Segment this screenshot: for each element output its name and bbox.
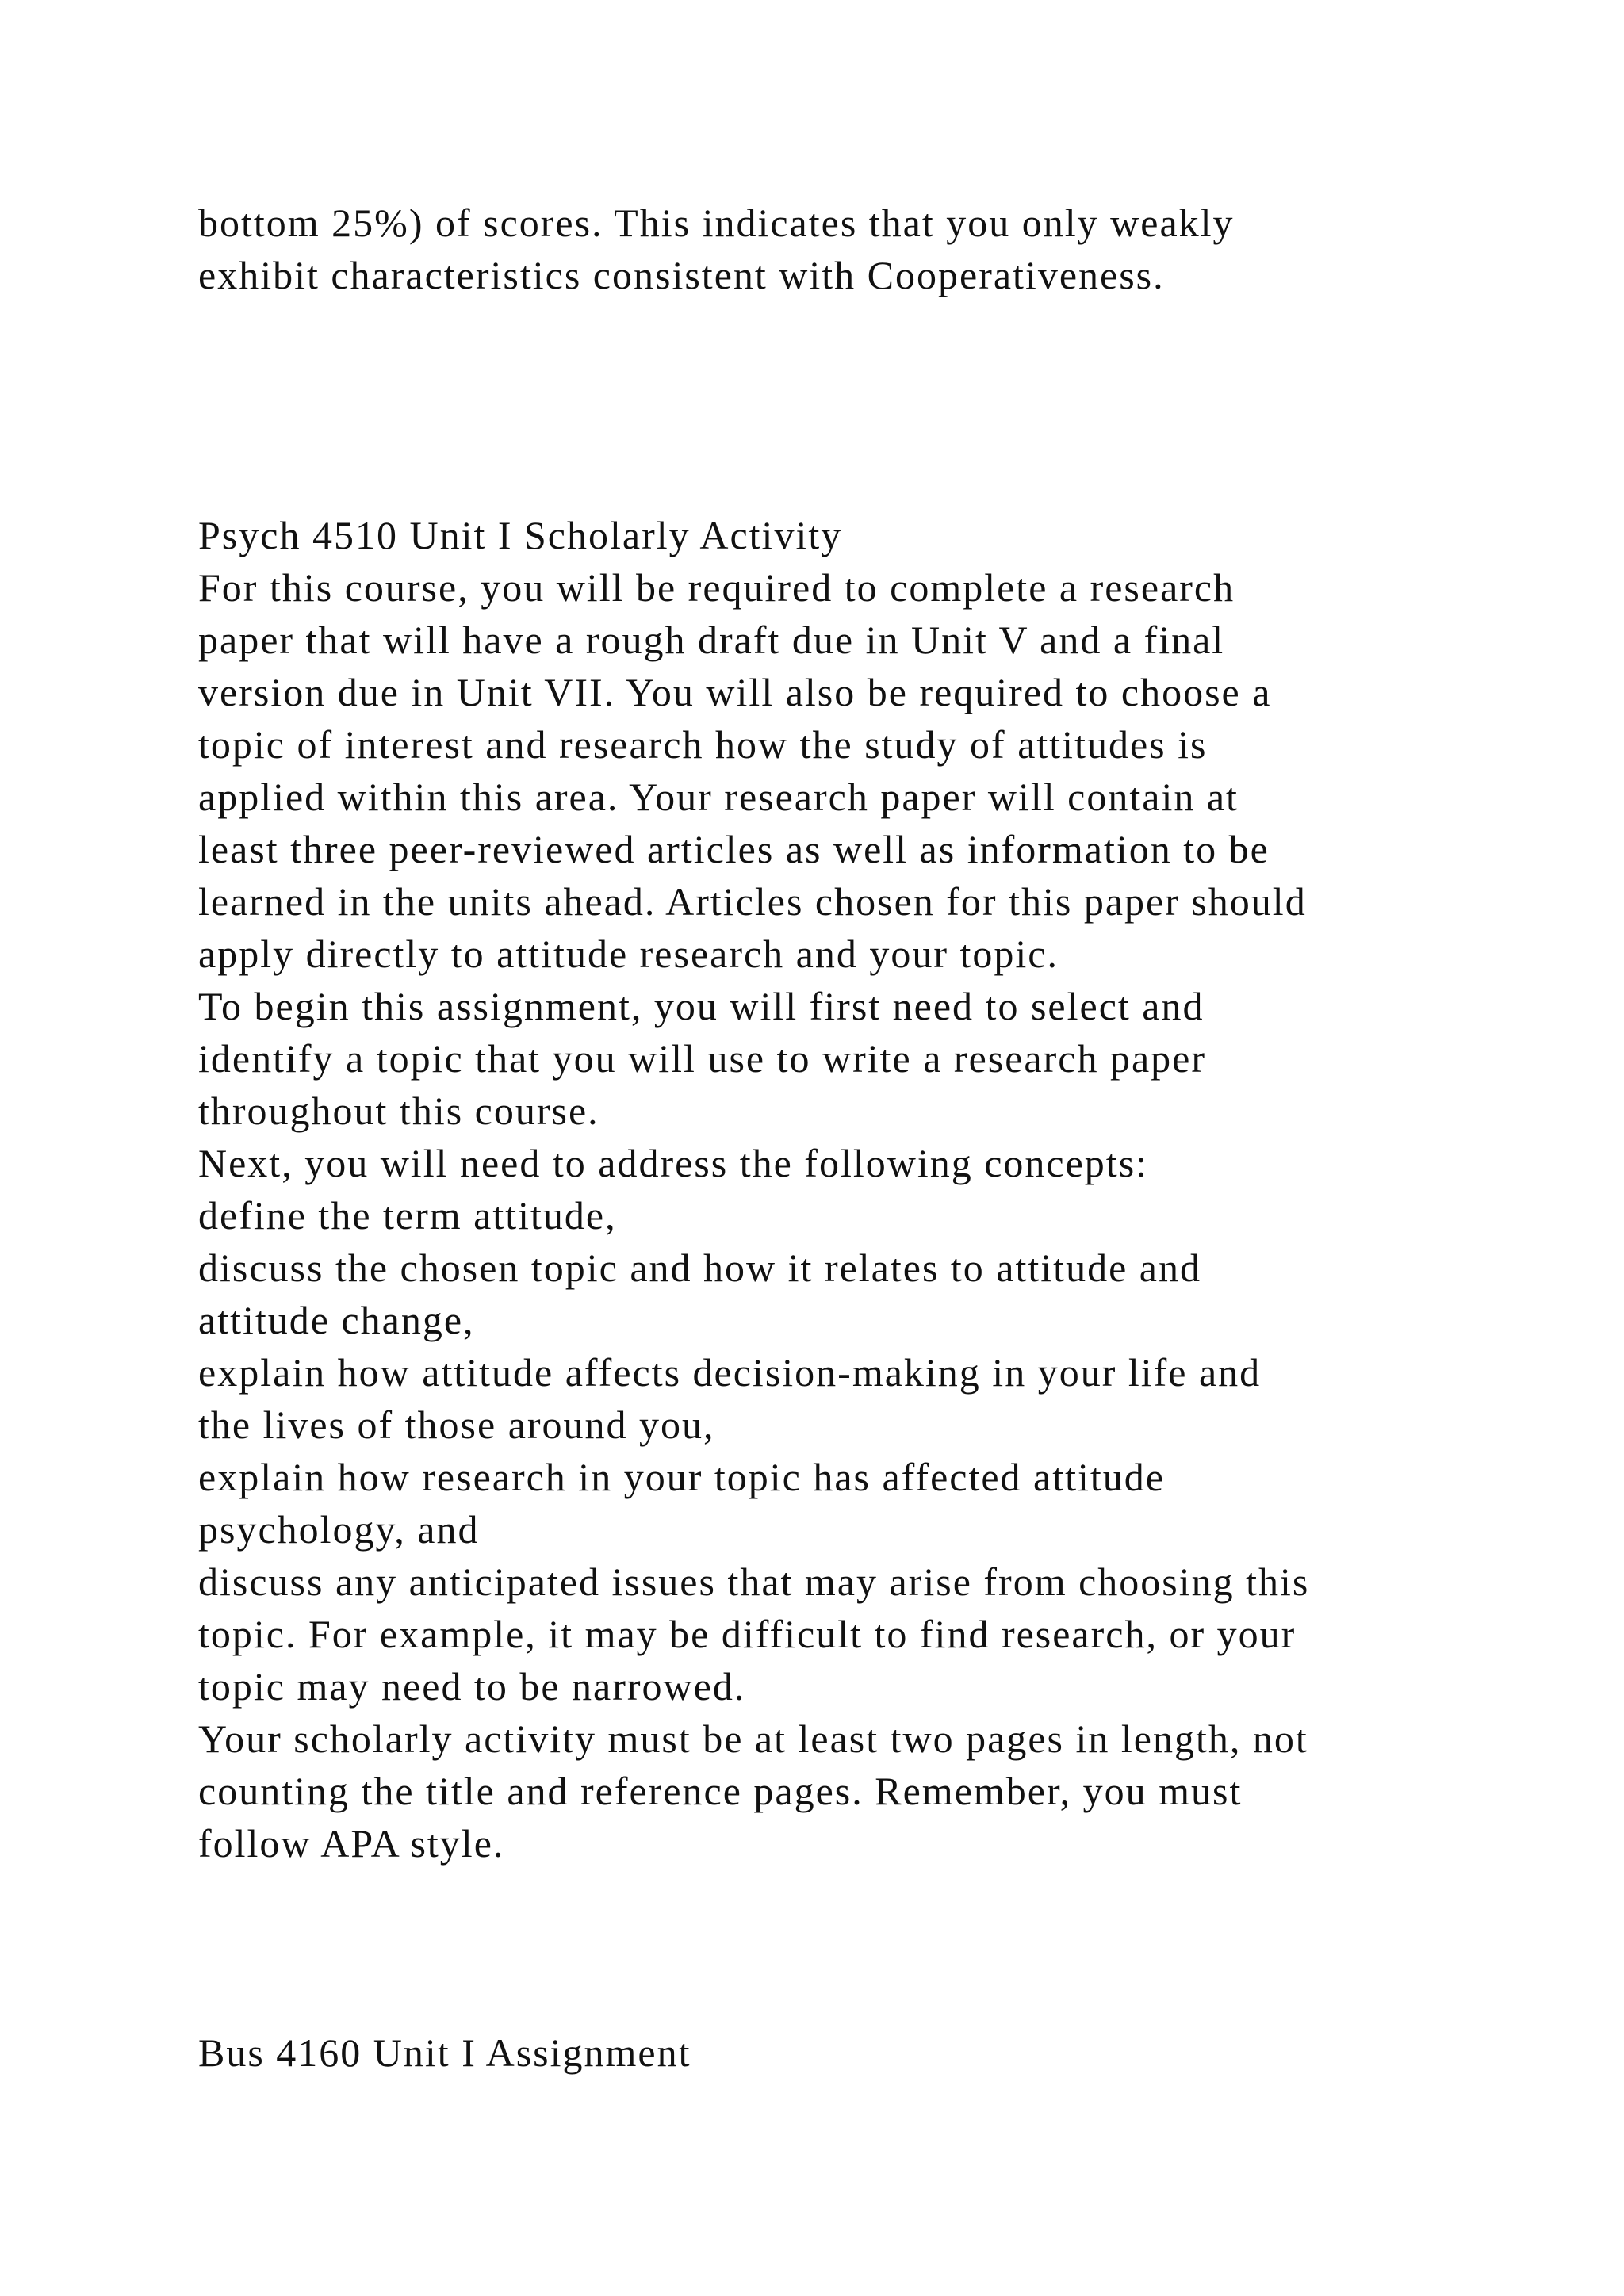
- list-item: discuss the chosen topic and how it relates to attitude and: [198, 1246, 1201, 1290]
- section-heading: Psych 4510 Unit I Scholarly Activity: [198, 513, 843, 557]
- text-line: follow APA style.: [198, 1821, 505, 1866]
- list-item-continued: psychology, and: [198, 1507, 480, 1552]
- text-line: For this course, you will be required to complete a research: [198, 565, 1235, 610]
- list-item: discuss any anticipated issues that may arise from choosing this: [198, 1559, 1310, 1604]
- list-item-continued: topic. For example, it may be difficult to find research, or your: [198, 1612, 1297, 1656]
- list-item-continued: attitude change,: [198, 1298, 475, 1342]
- text-line: learned in the units ahead. Articles chosen for this paper should: [198, 879, 1307, 924]
- text-line: least three peer-reviewed articles as well as information to be: [198, 827, 1270, 871]
- text-line: counting the title and reference pages. Remember, you must: [198, 1769, 1243, 1813]
- text-line: applied within this area. Your research paper will contain at: [198, 775, 1239, 819]
- text-line: topic of interest and research how the study of attitudes is: [198, 722, 1208, 767]
- text-line: paper that will have a rough draft due in Unit V and a final: [198, 618, 1225, 662]
- intro-paragraph: [198, 197, 1546, 301]
- text-line: bottom 25%) of scores. This indicates that you only weakly: [198, 201, 1235, 245]
- bus-assignment-section: [198, 2026, 1546, 2079]
- text-line: exhibit characteristics consistent with Cooperativeness.: [198, 253, 1165, 297]
- list-item: define the term attitude,: [198, 1193, 617, 1238]
- list-item: explain how attitude affects decision-making in your life and: [198, 1350, 1262, 1395]
- list-item-continued: topic may need to be narrowed.: [198, 1664, 746, 1709]
- text-line: apply directly to attitude research and your topic.: [198, 932, 1059, 976]
- psych-assignment-section: [198, 509, 1546, 1869]
- text-line: Your scholarly activity must be at least two pages in length, not: [198, 1716, 1308, 1761]
- text-line: identify a topic that you will use to write a research paper: [198, 1036, 1206, 1081]
- text-line: To begin this assignment, you will first need to select and: [198, 984, 1205, 1028]
- text-line: throughout this course.: [198, 1089, 599, 1133]
- text-line: version due in Unit VII. You will also be required to choose a: [198, 670, 1272, 714]
- section-heading: Bus 4160 Unit I Assignment: [198, 2030, 691, 2075]
- list-item-continued: the lives of those around you,: [198, 1402, 715, 1447]
- list-item: explain how research in your topic has affected attitude: [198, 1455, 1165, 1499]
- text-line: Next, you will need to address the following concepts:: [198, 1141, 1149, 1185]
